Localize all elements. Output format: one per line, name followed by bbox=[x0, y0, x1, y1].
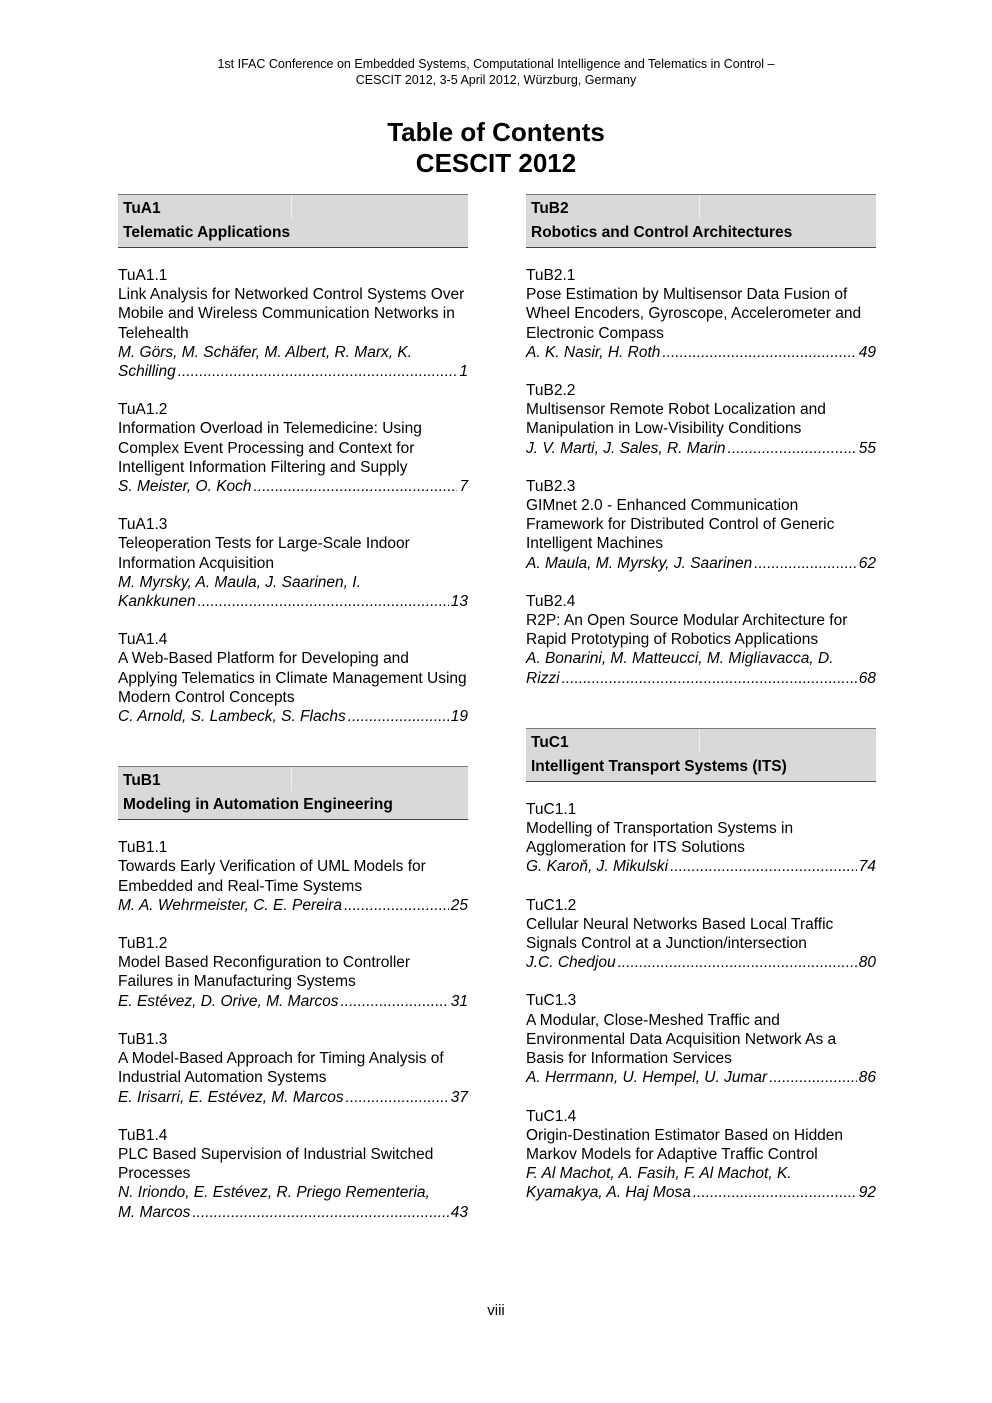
paper-authors-last: E. Irisarri, E. Estévez, M. Marcos bbox=[118, 1088, 344, 1106]
right-column bbox=[526, 194, 876, 1243]
dot-leader bbox=[346, 1088, 449, 1107]
page-number: 19 bbox=[450, 708, 468, 726]
left-column bbox=[118, 194, 468, 1262]
paper-authors-last: Kankkunen bbox=[118, 593, 196, 611]
paper-leader bbox=[118, 1088, 468, 1107]
paper-title: Towards Early Verification of UML Models for Embedded and Real-Time Systems bbox=[118, 858, 426, 895]
paper-authors-last: S. Meister, O. Koch bbox=[118, 478, 252, 496]
paper-id: TuB1.2 bbox=[118, 935, 168, 953]
paper-authors: N. Iriondo, E. Estévez, R. Priego Rementeria, bbox=[118, 1184, 430, 1202]
dot-leader bbox=[254, 477, 458, 496]
dot-leader bbox=[618, 953, 857, 972]
paper-leader bbox=[118, 592, 468, 611]
paper-authors-last: Kyamakya, A. Haj Mosa bbox=[526, 1184, 691, 1202]
session-name: Telematic Applications bbox=[123, 224, 291, 241]
paper-id: TuB2.4 bbox=[526, 592, 576, 610]
paper-title: GIMnet 2.0 - Enhanced Communication Framework for Distributed Control of Generic Intelligent Machines bbox=[526, 497, 835, 553]
paper-authors: M. Myrsky, A. Maula, J. Saarinen, I. bbox=[118, 573, 361, 591]
paper-title: Cellular Neural Networks Based Local Traffic Signals Control at a Junction/intersection bbox=[526, 915, 834, 953]
paper-title: A Web-Based Platform for Developing and Applying Telematics in Climate Management Using Modern Control Concepts bbox=[118, 650, 467, 706]
dot-leader bbox=[662, 343, 856, 362]
session-name: Modeling in Automation Engineering bbox=[123, 796, 393, 814]
toc-entry[interactable] bbox=[118, 400, 468, 496]
dot-leader bbox=[670, 857, 857, 876]
session bbox=[526, 728, 876, 1203]
paper-authors-last: Schilling bbox=[118, 363, 176, 381]
paper-title: PLC Based Supervision of Industrial Switched Processes bbox=[118, 1145, 434, 1183]
toc-entry[interactable] bbox=[526, 266, 876, 362]
paper-id: TuB1.3 bbox=[118, 1030, 168, 1048]
paper-leader bbox=[118, 707, 468, 726]
paper-authors-last: G. Karoň, J. Mikulski bbox=[526, 858, 669, 876]
paper-authors-last: C. Arnold, S. Lambeck, S. Flachs bbox=[118, 708, 346, 726]
paper-authors-last: A. Herrmann, U. Hempel, U. Jumar bbox=[526, 1069, 768, 1087]
dot-leader bbox=[341, 992, 449, 1011]
paper-leader bbox=[118, 992, 468, 1011]
page-number: 80 bbox=[858, 954, 876, 972]
session-code: TuA1 bbox=[123, 200, 161, 217]
paper-id: TuB1.1 bbox=[118, 839, 168, 857]
paper-id: TuC1.3 bbox=[526, 992, 577, 1010]
paper-title: Model Based Reconfiguration to Controller Failures in Manufacturing Systems bbox=[118, 954, 411, 991]
dot-leader bbox=[693, 1183, 857, 1202]
paper-authors-last: J.C. Chedjou bbox=[526, 954, 616, 972]
session-header bbox=[526, 194, 876, 248]
paper-title: A Model-Based Approach for Timing Analysis of Industrial Automation Systems bbox=[118, 1050, 444, 1087]
paper-leader bbox=[118, 896, 468, 915]
page-number: 37 bbox=[450, 1088, 468, 1106]
paper-leader bbox=[526, 953, 876, 972]
session bbox=[118, 194, 468, 726]
toc-entry[interactable] bbox=[118, 630, 468, 726]
toc-entry[interactable] bbox=[526, 592, 876, 688]
page-number: 68 bbox=[858, 669, 876, 687]
session-code: TuC1 bbox=[531, 733, 569, 751]
paper-authors-last: A. Maula, M. Myrsky, J. Saarinen bbox=[526, 554, 753, 572]
paper-authors-last: E. Estévez, D. Orive, M. Marcos bbox=[118, 992, 339, 1010]
paper-title: Modelling of Transportation Systems in Agglomeration for ITS Solutions bbox=[526, 820, 794, 857]
paper-leader bbox=[526, 343, 876, 362]
toc-entry[interactable] bbox=[526, 381, 876, 458]
dot-leader bbox=[728, 439, 857, 458]
paper-authors-last: M. Marcos bbox=[118, 1203, 191, 1221]
dot-leader bbox=[769, 1068, 857, 1087]
paper-id: TuC1.4 bbox=[526, 1107, 577, 1125]
paper-title: Teleoperation Tests for Large-Scale Indoor Information Acquisition bbox=[118, 535, 410, 572]
toc-entry[interactable] bbox=[526, 1107, 876, 1203]
paper-id: TuA1.2 bbox=[118, 401, 168, 419]
session-name: Robotics and Control Architectures bbox=[531, 224, 793, 241]
dot-leader bbox=[178, 362, 458, 381]
page-title bbox=[0, 117, 992, 179]
paper-id: TuA1.4 bbox=[118, 631, 168, 649]
paper-id: TuB2.2 bbox=[526, 382, 576, 400]
page-number: 92 bbox=[858, 1184, 876, 1202]
toc-entry[interactable] bbox=[526, 800, 876, 877]
paper-id: TuC1.1 bbox=[526, 800, 577, 818]
toc-entry[interactable] bbox=[118, 266, 468, 381]
paper-id: TuA1.1 bbox=[118, 267, 168, 284]
session-code: TuB2 bbox=[531, 200, 569, 217]
toc-entry[interactable] bbox=[526, 896, 876, 973]
conference-header-line1: 1st IFAC Conference on Embedded Systems, Computational Intelligence and Telematics in Control – bbox=[217, 57, 775, 71]
page-number: 49 bbox=[858, 343, 876, 361]
session bbox=[118, 766, 468, 1221]
page-number: 1 bbox=[459, 363, 468, 381]
page-number: 74 bbox=[858, 858, 876, 876]
dot-leader bbox=[198, 592, 449, 611]
paper-leader bbox=[118, 362, 468, 381]
toc-entry[interactable] bbox=[118, 838, 468, 915]
page-title-line2: CESCIT 2012 bbox=[415, 148, 577, 178]
page-number: 31 bbox=[450, 992, 468, 1010]
page-number-footer: viii bbox=[487, 1302, 505, 1319]
paper-authors-last: A. K. Nasir, H. Roth bbox=[526, 343, 661, 361]
paper-authors: F. Al Machot, A. Fasih, F. Al Machot, K. bbox=[526, 1165, 792, 1183]
paper-leader bbox=[526, 439, 876, 458]
dot-leader bbox=[344, 896, 449, 915]
toc-entry[interactable] bbox=[118, 1030, 468, 1107]
toc-entry[interactable] bbox=[526, 991, 876, 1087]
paper-title: Information Overload in Telemedicine: Using Complex Event Processing and Context for Intelligent Information Filtering and Supply bbox=[118, 420, 422, 476]
page-title-line1: Table of Contents bbox=[387, 117, 605, 147]
page-number: 86 bbox=[858, 1069, 876, 1087]
paper-title: R2P: An Open Source Modular Architecture for Rapid Prototyping of Robotics Applications bbox=[526, 612, 848, 649]
paper-authors: A. Bonarini, M. Matteucci, M. Migliavacca, D. bbox=[526, 650, 834, 668]
dot-leader bbox=[754, 554, 857, 573]
page-number: 25 bbox=[450, 896, 468, 914]
paper-authors-last: Rizzi bbox=[526, 669, 560, 687]
page-number: 43 bbox=[450, 1203, 468, 1221]
paper-title: Link Analysis for Networked Control Systems Over Mobile and Wireless Communication Networks in Telehealth bbox=[118, 286, 465, 342]
paper-authors-last: J. V. Marti, J. Sales, R. Marin bbox=[526, 439, 726, 457]
paper-id: TuB2.3 bbox=[526, 477, 576, 495]
session bbox=[526, 194, 876, 688]
paper-title: A Modular, Close-Meshed Traffic and Environmental Data Acquisition Network As a Basis for Information Services bbox=[526, 1011, 837, 1068]
paper-leader bbox=[526, 554, 876, 573]
toc-entry[interactable] bbox=[526, 477, 876, 573]
page-number: 55 bbox=[858, 439, 876, 457]
paper-id: TuB1.4 bbox=[118, 1126, 168, 1144]
paper-authors: M. Görs, M. Schäfer, M. Albert, R. Marx, K. bbox=[118, 343, 412, 361]
conference-header-line2: CESCIT 2012, 3-5 April 2012, Würzburg, Germany bbox=[355, 73, 637, 87]
paper-leader bbox=[118, 1203, 468, 1222]
session-header bbox=[118, 194, 468, 248]
paper-id: TuC1.2 bbox=[526, 896, 577, 914]
session-header bbox=[526, 728, 876, 782]
paper-leader bbox=[526, 1068, 876, 1087]
toc-entry[interactable] bbox=[118, 934, 468, 1011]
toc-entry[interactable] bbox=[118, 1126, 468, 1222]
paper-leader bbox=[526, 669, 876, 688]
paper-authors-last: M. A. Wehrmeister, C. E. Pereira bbox=[118, 896, 342, 914]
dot-leader bbox=[348, 707, 449, 726]
paper-leader bbox=[118, 477, 468, 496]
paper-leader bbox=[526, 1183, 876, 1202]
page-number: 13 bbox=[450, 593, 468, 611]
paper-title: Pose Estimation by Multisensor Data Fusion of Wheel Encoders, Gyroscope, Accelerometer and Electronic Compass bbox=[526, 286, 862, 342]
session-code: TuB1 bbox=[123, 772, 161, 790]
paper-id: TuA1.3 bbox=[118, 516, 168, 534]
paper-title: Origin-Destination Estimator Based on Hidden Markov Models for Adaptive Traffic Control bbox=[526, 1126, 844, 1163]
dot-leader bbox=[562, 669, 857, 688]
page-number: 62 bbox=[858, 554, 876, 572]
dot-leader bbox=[192, 1203, 448, 1222]
page-number: 7 bbox=[459, 478, 468, 496]
paper-id: TuB2.1 bbox=[526, 267, 576, 284]
toc-entry[interactable] bbox=[118, 515, 468, 611]
paper-title: Multisensor Remote Robot Localization and Manipulation in Low-Visibility Conditions bbox=[526, 401, 826, 438]
session-header bbox=[118, 766, 468, 820]
conference-header bbox=[0, 56, 992, 88]
session-name: Intelligent Transport Systems (ITS) bbox=[531, 757, 787, 775]
paper-leader bbox=[526, 857, 876, 876]
